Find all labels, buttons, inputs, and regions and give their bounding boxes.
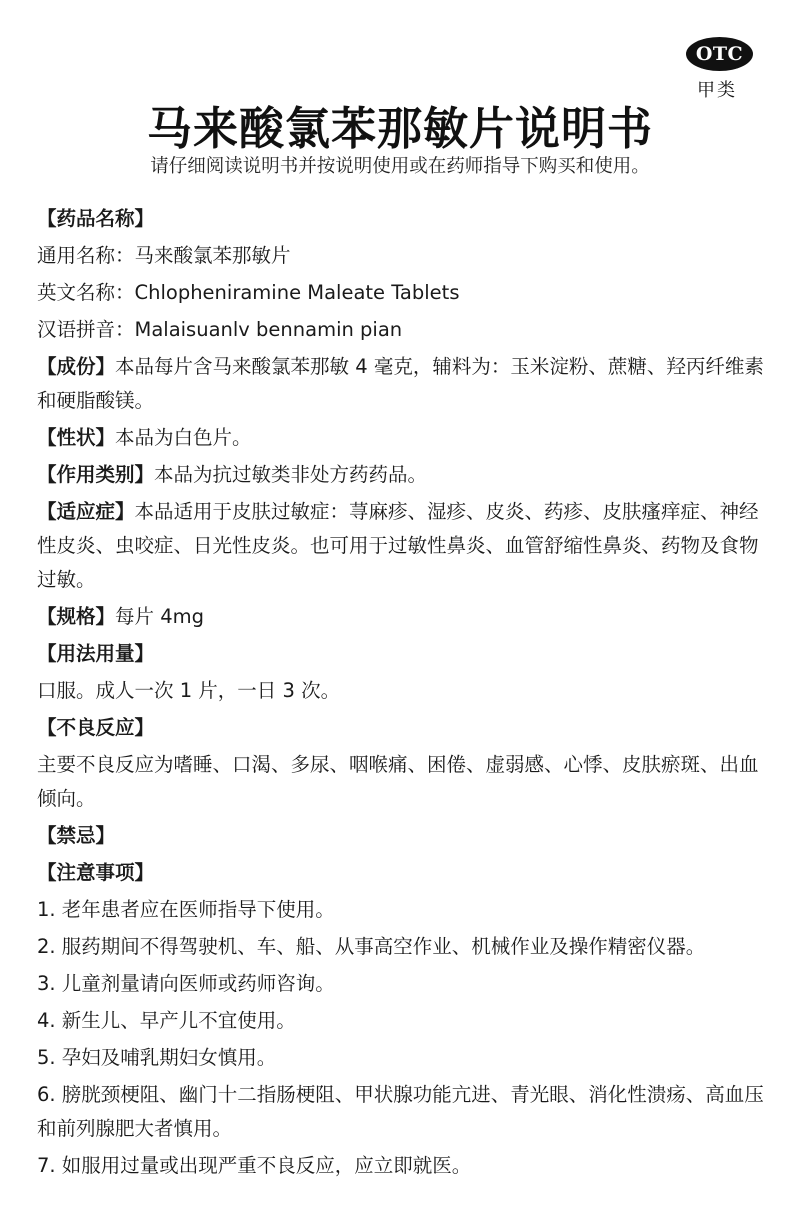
section-label-precautions: 【注意事项】 — [37, 861, 155, 884]
section-label-composition: 【成份】 — [37, 355, 116, 378]
precaution-item-1: 1. 老年患者应在医师指导下使用。 — [37, 898, 335, 921]
precaution-item-3: 3. 儿童剂量请向医师或药师咨询。 — [37, 972, 335, 995]
section-label-specification: 【规格】 — [37, 605, 116, 628]
section-label-dosage: 【用法用量】 — [37, 642, 155, 665]
otc-badge — [686, 37, 753, 71]
document-title: 马来酸氯苯那敏片说明书 — [146, 102, 653, 155]
precaution-item-4: 4. 新生儿、早产儿不宜使用。 — [37, 1009, 296, 1032]
english-name: 英文名称：Chlopheniramine Maleate Tablets — [37, 281, 460, 304]
generic-name: 通用名称：马来酸氯苯那敏片 — [37, 244, 291, 267]
section-category — [37, 458, 765, 492]
precaution-item-5: 5. 孕妇及哺乳期妇女慎用。 — [37, 1046, 277, 1069]
section-indications — [37, 495, 765, 597]
category-text: 本品为抗过敏类非处方药药品。 — [154, 463, 428, 486]
precaution-item-6: 6. 膀胱颈梗阻、幽门十二指肠梗阻、甲状腺功能亢进、青光眼、消化性溃疡、高血压和前列腺肥大者慎用。 — [37, 1083, 764, 1140]
precaution-item-7: 7. 如服用过量或出现严重不良反应，应立即就医。 — [37, 1154, 472, 1177]
composition-text: 本品每片含马来酸氯苯那敏 4 毫克，辅料为：玉米淀粉、蔗糖、羟丙纤维素和硬脂酸镁。 — [37, 355, 764, 412]
properties-text: 本品为白色片。 — [115, 426, 252, 449]
section-label-drug-name: 【药品名称】 — [37, 207, 155, 230]
section-properties — [37, 421, 765, 455]
section-label-properties: 【性状】 — [37, 426, 116, 449]
otc-label: OTC — [695, 43, 744, 65]
otc-class-label: 甲类 — [697, 80, 737, 101]
leaflet-body — [37, 202, 765, 1183]
specification-text: 每片 4mg — [115, 605, 204, 628]
section-label-adverse: 【不良反应】 — [37, 716, 155, 739]
section-label-category: 【作用类别】 — [37, 463, 155, 486]
document-subtitle: 请仔细阅读说明书并按说明使用或在药师指导下购买和使用。 — [150, 156, 650, 177]
section-label-contraindications: 【禁忌】 — [37, 824, 116, 847]
adverse-text: 主要不良反应为嗜睡、口渴、多尿、咽喉痛、困倦、虚弱感、心悸、皮肤瘀斑、出血倾向。 — [37, 753, 759, 810]
precaution-item-2: 2. 服药期间不得驾驶机、车、船、从事高空作业、机械作业及操作精密仪器。 — [37, 935, 706, 958]
section-composition — [37, 350, 765, 418]
section-specification — [37, 600, 765, 634]
pinyin-name: 汉语拼音：Malaisuanlv bennamin pian — [37, 318, 403, 341]
dosage-text: 口服。成人一次 1 片，一日 3 次。 — [37, 679, 341, 702]
indications-text: 本品适用于皮肤过敏症：荨麻疹、湿疹、皮炎、药疹、皮肤瘙痒症、神经性皮炎、虫咬症、日光性皮炎。也可用于过敏性鼻炎、血管舒缩性鼻炎、药物及食物过敏。 — [37, 500, 759, 591]
section-label-indications: 【适应症】 — [37, 500, 135, 523]
